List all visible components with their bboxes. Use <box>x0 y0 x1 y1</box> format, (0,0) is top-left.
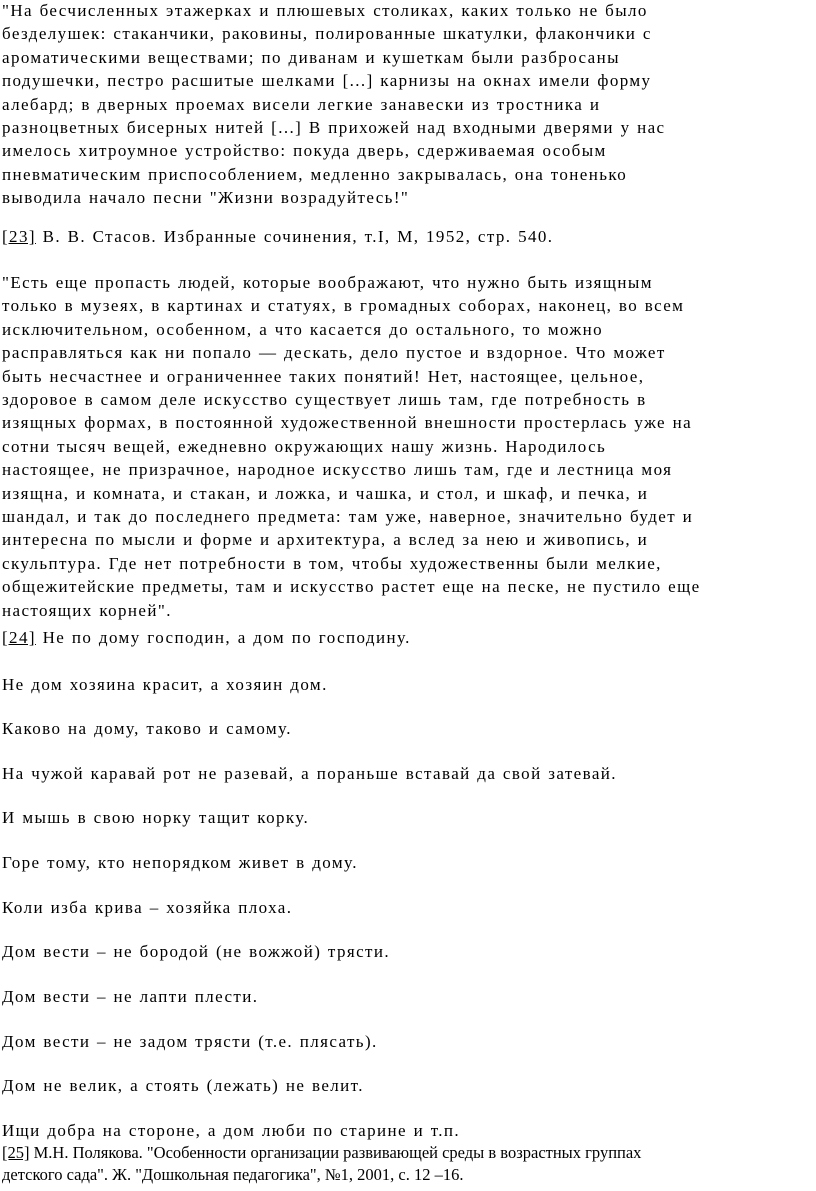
proverb: Коли изба крива – хозяйка плоха. <box>2 898 293 917</box>
proverb: Горе тому, кто непорядком живет в дому. <box>2 853 358 872</box>
proverb: Каково на дому, таково и самому. <box>2 719 292 738</box>
proverb: На чужой каравай рот не разевай, а пораньше вставай да свой затевай. <box>2 764 617 783</box>
proverb: Дом вести – не лапти плести. <box>2 987 259 1006</box>
footnote-25 <box>2 1142 641 1186</box>
footnote-23-text: В. В. Стасов. Избранные сочинения, т.I, М, 1952, стр. 540. <box>35 227 554 246</box>
quote-paragraph-2: "Есть еще пропасть людей, которые воображают, что нужно быть изящным только в музеях, в картинах и статуях, в громадных соборах, наконец, во всем исключительном, особенном, а что касается до остального, то можно расправляться как ни попало — дескать, дело пустое и вздорное. Что может быть несчастнее и ограниченнее таких понятий! Нет, настоящее, цельное, здоровое в самом деле искусство существует лишь там, где потребность в изящных формах, в постоянной художественной внешности простерлась уже на сотни тысяч вещей, ежедневно окружающих нашу жизнь. Народилось настоящее, не призрачное, народное искусство лишь там, где и лестница моя изящна, и комната, и стакан, и ложка, и чашка, и стол, и шкаф, и печка, и шандал, и так до последнего предмета: там уже, наверное, значительно будет и интересна по мысли и форме и архитектура, а вслед за нею и живопись, и скульптура. Где нет потребности в том, чтобы художественны были мелкие, общежитейские предметы, там и искусство растет еще на песке, не пустило еще настоящих корней". <box>2 273 701 620</box>
footnote-24 <box>2 626 411 649</box>
proverb: Не дом хозяина красит, а хозяин дом. <box>2 675 328 694</box>
quote-paragraph-1: "На бесчисленных этажерках и плюшевых столиках, каких только не было безделушек: стаканчики, раковины, полированные шкатулки, флакончики с ароматическими веществами; по диванам и кушеткам были разбросаны подушечки, пестро расшитые шелками [...] карнизы на окнах имели форму алебард; в дверных проемах висели легкие занавески из тростника и разноцветных бисерных нитей [...] В прихожей над входными дверями у нас имелось хитроумное устройство: покуда дверь, сдерживаемая особым пневматическим приспособлением, медленно закрывалась, она тоненько выводила начало песни "Жизни возрадуйтесь!" <box>2 1 666 208</box>
footnote-25-text: М.Н. Полякова. "Особенности организации развивающей среды в возрастных группах детского сада". Ж. "Дошкольная педагогика", №1, 2001, с. 12 –16. <box>2 1143 642 1184</box>
footnote-25-ref[interactable]: [25] <box>2 1143 30 1162</box>
proverb: Ищи добра на стороне, а дом люби по старине и т.п. <box>2 1121 461 1140</box>
footnote-24-text: Не по дому господин, а дом по господину. <box>35 628 411 647</box>
proverb: Дом вести – не бородой (не вожжой) трясти. <box>2 942 390 961</box>
proverb: Дом не велик, а стоять (лежать) не велит. <box>2 1076 364 1095</box>
footnote-23 <box>2 225 553 248</box>
footnote-24-ref[interactable]: [24] <box>2 628 36 647</box>
footnote-23-ref[interactable]: [23] <box>2 227 36 246</box>
proverb: Дом вести – не задом трясти (т.е. плясать). <box>2 1032 378 1051</box>
proverb: И мышь в свою норку тащит корку. <box>2 808 310 827</box>
